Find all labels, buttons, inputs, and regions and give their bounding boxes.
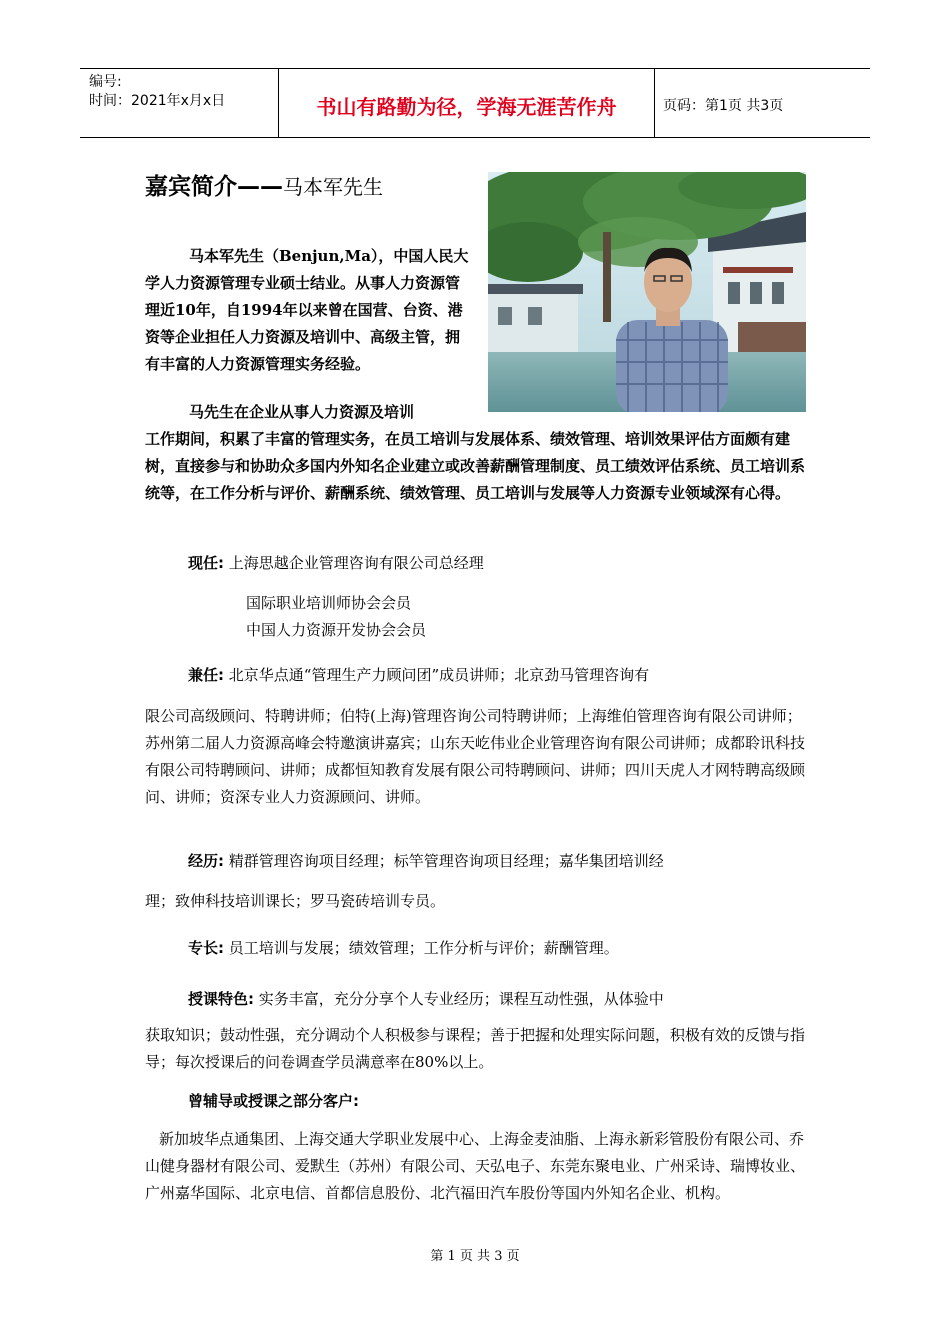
page-title bbox=[145, 168, 383, 201]
date-label: 时间：2021年x月x日 bbox=[89, 93, 226, 109]
teaching-first: 实务丰富，充分分享个人专业经历；课程互动性强，从体验中 bbox=[258, 990, 664, 1008]
teaching-rest: 获取知识；鼓动性强，充分调动个人积极参与课程；善于把握和处理实际问题，积极有效的反馈与指导；每次授课后的问卷调查学员满意率在80%以上。 bbox=[145, 1026, 806, 1071]
clients-label: 曾辅导或授课之部分客户: bbox=[188, 1092, 359, 1110]
clients-section bbox=[145, 1088, 805, 1115]
header-motto: 书山有路勤为径，学海无涯苦作舟 bbox=[279, 69, 655, 137]
current-extra bbox=[246, 590, 746, 644]
current-item: 上海思越企业管理咨询有限公司总经理 bbox=[228, 554, 484, 572]
specialty-text: 员工培训与发展；绩效管理；工作分析与评价；薪酬管理。 bbox=[228, 939, 619, 957]
experience-rest: 理；致伸科技培训课长；罗马瓷砖培训专员。 bbox=[145, 892, 446, 910]
title-name: 马本军先生 bbox=[283, 175, 383, 199]
teaching-section bbox=[145, 986, 805, 1013]
bio-paragraph-1 bbox=[145, 243, 471, 378]
current-item: 国际职业培训师协会会员 bbox=[246, 594, 412, 612]
experience-first: 精群管理咨询项目经理；标竿管理咨询项目经理；嘉华集团培训经 bbox=[228, 852, 664, 870]
bio-text-1: 马本军先生（Benjun,Ma），中国人民大学人力资源管理专业硕士结业。从事人力资源管理近10年，自1994年以来曾在国营、台资、港资等企业担任人力资源及培训中、高级主管，拥有丰富的人力资源管理实务经验。 bbox=[145, 247, 469, 373]
specialty-label: 专长: bbox=[188, 939, 224, 957]
title-prefix: 嘉宾简介—— bbox=[145, 174, 283, 200]
bio-text-2-first: 马先生在企业从事人力资源及培训 bbox=[189, 403, 415, 421]
current-label: 现任: bbox=[188, 554, 224, 572]
page-footer: 第 1 页 共 3 页 bbox=[430, 1249, 520, 1264]
bio-paragraph-2 bbox=[145, 399, 810, 507]
current-section bbox=[145, 550, 805, 577]
bio-text-2-rest: 工作期间，积累了丰富的管理实务，在员工培训与发展体系、绩效管理、培训效果评估方面颇有建树，直接参与和协助众多国内外知名企业建立或改善薪酬管理制度、员工绩效评估系统、员工培训系统等，在工作分析与评价、薪酬系统、绩效管理、员工培训与发展等人力资源专业领域深有心得。 bbox=[145, 430, 806, 502]
current-item: 中国人力资源开发协会会员 bbox=[246, 621, 427, 639]
number-label: 编号: bbox=[89, 74, 122, 90]
clients-text bbox=[145, 1126, 805, 1207]
concurrent-rest: 限公司高级顾问、特聘讲师；伯特(上海)管理咨询公司特聘讲师；上海维伯管理咨询有限公司讲师；苏州第二届人力资源高峰会特邀演讲嘉宾；山东天屹伟业企业管理咨询有限公司讲师；成都聆讯科技有限公司特聘顾问、讲师；成都恒知教育发展有限公司特聘顾问、讲师；四川天虎人才网特聘高级顾问、讲师；资深专业人力资源顾问、讲师。 bbox=[145, 707, 806, 806]
guest-photo bbox=[488, 172, 806, 412]
page-indicator: 页码：第1页 共3页 bbox=[663, 98, 784, 114]
teaching-label: 授课特色: bbox=[188, 990, 254, 1008]
experience-section bbox=[145, 848, 805, 875]
header-meta bbox=[80, 69, 279, 137]
concurrent-label: 兼任: bbox=[188, 666, 224, 684]
clients-list: 新加坡华点通集团、上海交通大学职业发展中心、上海金麦油脂、上海永新彩管股份有限公司、乔山健身器材有限公司、爱默生（苏州）有限公司、天弘电子、东莞东聚电业、广州采诗、瑞博妆业、广州嘉华国际、北京电信、首都信息股份、北汽福田汽车股份等国内外知名企业、机构。 bbox=[145, 1130, 806, 1202]
concurrent-section bbox=[145, 662, 805, 689]
specialty-section bbox=[145, 935, 805, 962]
experience-label: 经历: bbox=[188, 852, 224, 870]
concurrent-first: 北京华点通“管理生产力顾问团”成员讲师；北京劲马管理咨询有 bbox=[228, 666, 650, 684]
document-header bbox=[80, 68, 870, 138]
